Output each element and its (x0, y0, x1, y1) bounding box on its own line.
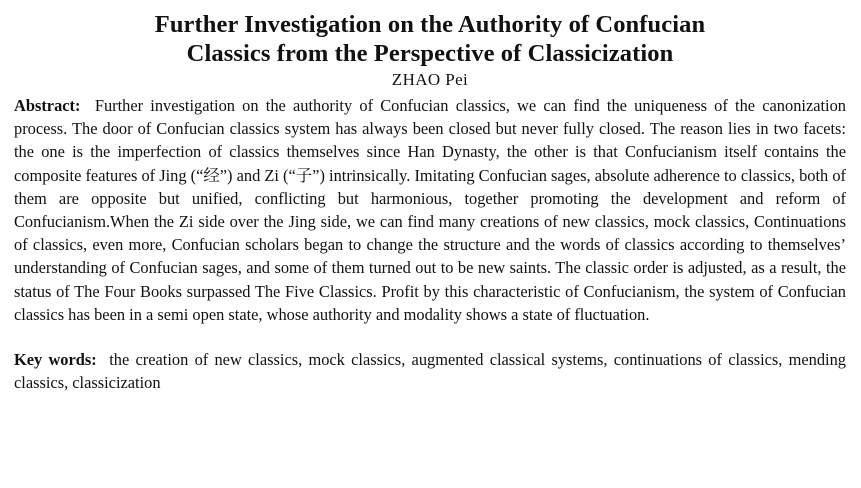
abstract-label: Abstract: (14, 96, 81, 115)
author-name: ZHAO Pei (391, 70, 469, 89)
abstract-paragraph (14, 94, 846, 326)
keywords-text: the creation of new classics, mock classics, augmented classical systems, continuations of classics, mending classics, classicization (14, 350, 846, 393)
abstract-text: Further investigation on the authority of Confucian classics, we can find the uniqueness of the canonization process. The door of Confucian classics system has always been closed but never fully closed. The reason lies in two facets: the one is the imperfection of classics themselves since Han Dynasty, the other is that Confucianism itself contains the composite features of Jing (“经”) and Zi (“子”) intrinsically. Imitating Confucian sages, absolute adherence to classics, both of them are opposite but unified, conflicting but harmonious, together promoting the development and reform of Confucianism.When the Zi side over the Jing side, we can find many creations of new classics, mock classics, Continuations of classics, even more, Confucian scholars began to change the structure and the words of classics according to themselves’ understanding of Confucian sages, and some of them turned out to be new saints. The classic order is adjusted, as a result, the status of The Four Books surpassed The Five Classics. Profit by this characteristic of Confucianism, the system of Confucian classics has been in a semi open state, whose authority and modality shows a state of fluctuation. (14, 96, 846, 324)
title-line-2: Classics from the Perspective of Classicization (186, 40, 674, 67)
paper-title (14, 10, 846, 68)
title-line-1: Further Investigation on the Authority of Confucian (154, 11, 706, 38)
keywords-label: Key words: (14, 350, 97, 370)
keywords-paragraph (14, 348, 846, 394)
